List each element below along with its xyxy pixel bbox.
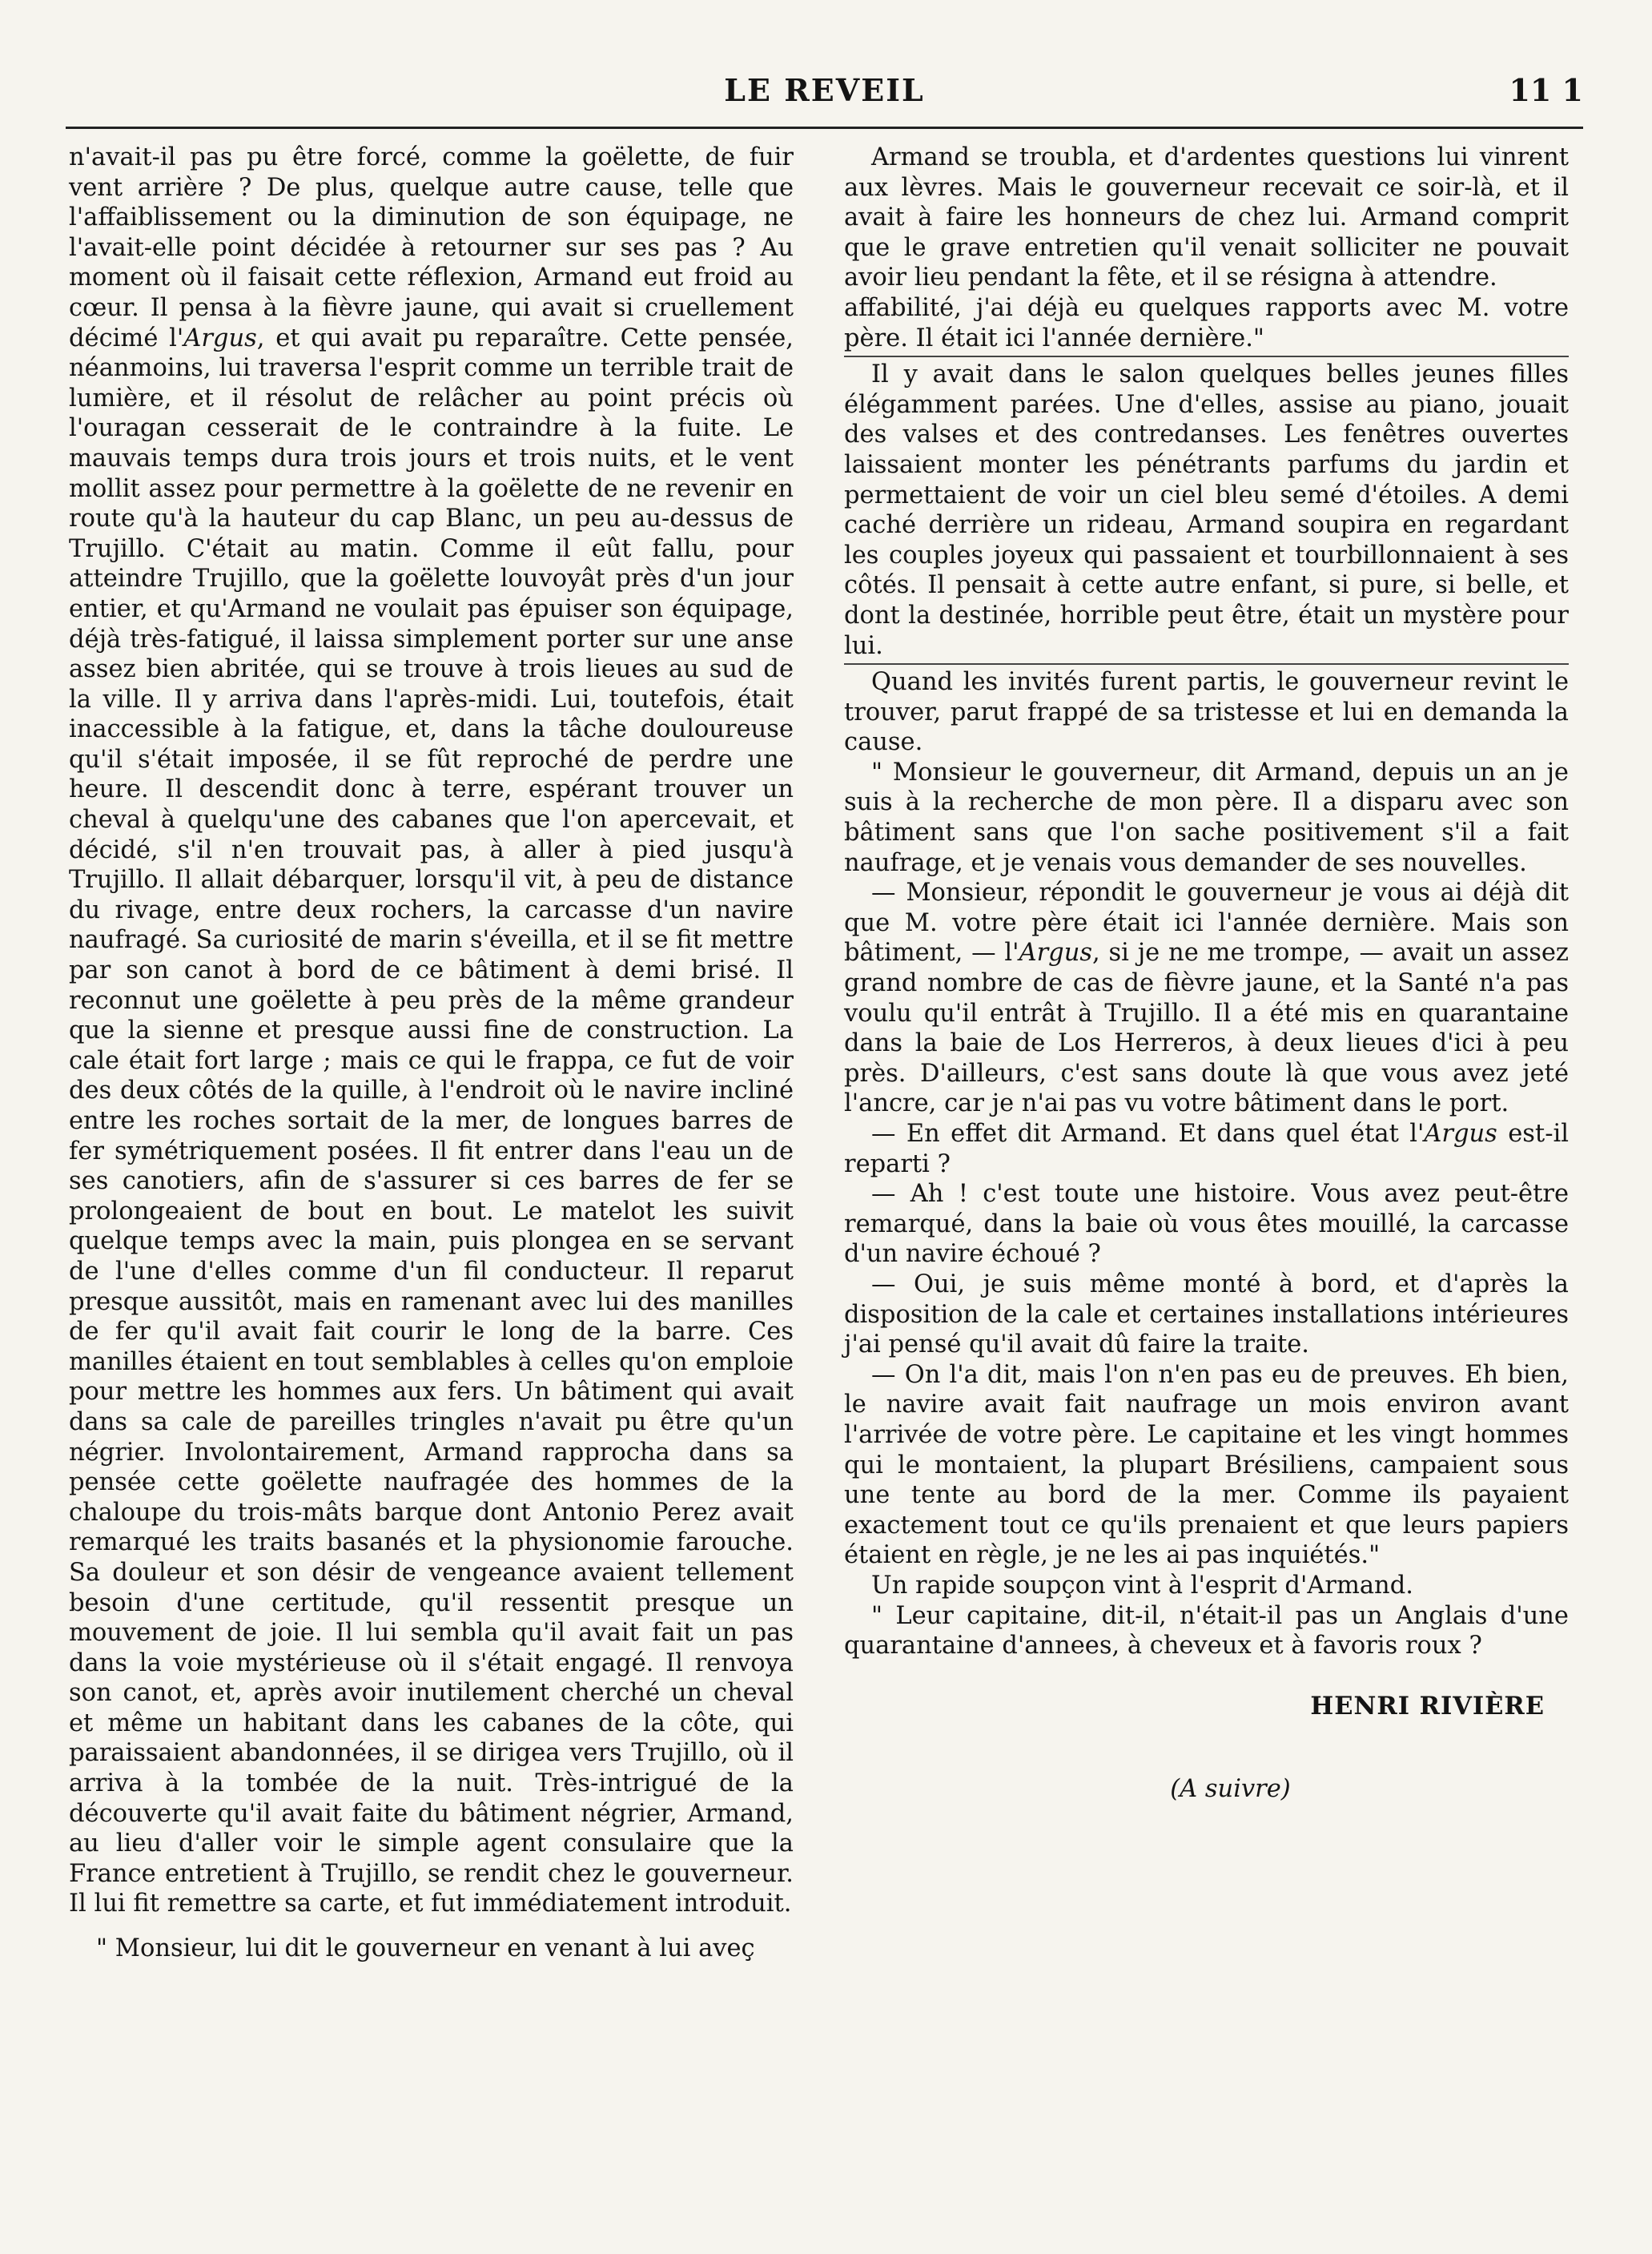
dialogue-text: est-il reparti ?: [844, 1120, 1570, 1178]
paragraph-separator: [844, 356, 1569, 357]
left-paragraph-1: [69, 143, 794, 1919]
right-paragraph-2: affabilité, j'ai déjà eu quelques rapports avec M. votre père. Il était ici l'année dernière.": [844, 293, 1569, 352]
right-paragraph-10: — On l'a dit, mais l'on n'en pas eu de preuves. Eh bien, le navire avait fait naufrage un mois environ avant l'arrivée de votre père. Le capitaine et les vingt hommes qui le montaient, la plupart Brésiliens, campaient sous une tente au bord de la mer. Comme ils payaient exactement tout ce qu'ils prenaient et que leurs papiers étaient en règle, je ne les ai pas inquiétés.": [844, 1360, 1569, 1570]
author-signature: HENRI RIVIÈRE: [1310, 1691, 1545, 1721]
left-column: [69, 143, 794, 1964]
right-paragraph-4: Quand les invités furent partis, le gouverneur revint le trouver, parut frappé de sa tristesse et lui en demanda la cause.: [844, 668, 1569, 757]
right-column: [844, 143, 1569, 1805]
dialogue-text: — Monsieur, répondit le gouverneur je vous ai déjà dit que M. votre père était ici l'année dernière. Mais son bâtiment, — l': [844, 879, 1569, 968]
left-text-b: , et qui avait pu reparaître. Cette pensée, néanmoins, lui traversa l'esprit comme un terrible trait de lumière, et il résolut de relâcher au point précis où l'ouragan cesserait de le contraindre à la fuite. Le mauvais temps dura trois jours et trois nuits, et le vent mollit assez pour permettre à la goëlette de ne revenir en route qu'à la hauteur du cap Blanc, un peu au-dessus de Trujillo. C'était au matin. Comme il eût fallu, pour atteindre Trujillo, que la goëlette louvoyât près d'un jour entier, et qu'Armand ne voulait pas épuiser son équipage, déjà très-fatigué, il laissa simplement porter sur une anse assez bien abritée, qui se trouve à trois lieues au sud de la ville. Il y arriva dans l'après-midi. Lui, toutefois, était inaccessible à la fatigue, et, dans la tâche douloureuse qu'il s'était imposée, il se fût reproché de perdre une heure. Il descendit donc à terre, espérant trouver un cheval à quelqu'une des cabanes que l'on apercevait, et décidé, s'il n'en trouvait pas, à aller à pied jusqu'à Trujillo. Il allait débarquer, lorsqu'il vit, à peu de distance du rivage, entre deux rochers, la carcasse d'un navire naufragé. Sa curiosité de marin s'éveilla, et il se fit mettre par son canot à bord de ce bâtiment à demi brisé. Il reconnut une goëlette à peu près de la même grandeur que la sienne et presque aussi fine de construction. La cale était fort large ; mais ce qui le frappa, ce fut de voir des deux côtés de la quille, à l'endroit où le navire incliné entre les roches sortait de la mer, de longues barres de fer symétriquement posées. Il fit entrer dans l'eau un de ses canotiers, afin de s'assurer si ces barres de fer se prolongeaient de bout en bout. Le matelot les suivit quelque temps avec la main, puis plongea en se servant de l'une d'elles comme d'un fil conducteur. Il reparut presque aussitôt, mais en ramenant avec lui des manilles de fer qu'il avait fait courir le long de la barre. Ces manilles étaient en tout semblables à celles qu'on emploie pour mettre les hommes aux fers. Un bâtiment qui avait dans sa cale de pareilles tringles n'avait pu être qu'un négrier. Involontairement, Armand rapprocha dans sa pensée cette goëlette naufragée des hommes de la chaloupe du trois-mâts barque dont Antonio Perez avait remarqué les traits basanés et la physionomie farouche. Sa douleur et son désir de vengeance avaient tellement besoin d'une certitude, qu'il ressentit presque un mouvement de joie. Il lui sembla qu'il avait fait un pas dans la voie mystérieuse où il s'était engagé. Il renvoya son canot, et, après avoir inutilement cherché un cheval et même un habitant dans les cabanes de la côte, qui paraissaient abandonnées, il se dirigea vers Trujillo, où il arriva à la tombée de la nuit. Très-intrigué de la découverte qu'il avait faite du bâtiment négrier, Armand, au lieu d'aller voir le simple agent consulaire que la France entretient à Trujillo, se rendit chez le gouverneur. Il lui fit remettre sa carte, et fut immédiatement introduit.: [69, 324, 794, 1918]
page-header: [66, 67, 1583, 119]
right-paragraph-9: — Oui, je suis même monté à bord, et d'après la disposition de la cale et certaines installations intérieures j'ai pensé qu'il avait dû faire la traite.: [844, 1270, 1569, 1359]
to-be-continued: (A suivre): [1170, 1775, 1291, 1804]
right-paragraph-12: " Leur capitaine, dit-il, n'était-il pas un Anglais d'une quarantaine d'annees, à cheveux et à favoris roux ?: [844, 1601, 1569, 1660]
right-paragraph-5: " Monsieur le gouverneur, dit Armand, depuis un an je suis à la recherche de mon père. Il a disparu avec son bâtiment sans que l'on sache positivement s'il a fait naufrage, et je venais vous demander de ses nouvelles.: [844, 758, 1569, 877]
page-number: 11 1: [1509, 72, 1583, 108]
ship-name-italic: Argus: [1019, 939, 1092, 968]
ship-name-italic: Argus: [183, 324, 257, 352]
dialogue-text: , si je ne me trompe, — avait un assez grand nombre de cas de fièvre jaune, et la Santé n'a pas voulu qu'il entrât à Trujillo. Il a été mis en quarantaine dans la baie de Los Herreros, à deux lieues d'ici à peu près. D'ailleurs, c'est sans doute là que vous avez jeté l'ancre, car je n'ai pas vu votre bâtiment dans le port.: [844, 939, 1569, 1118]
right-paragraph-11: Un rapide soupçon vint à l'esprit d'Armand.: [871, 1571, 1413, 1600]
header-rule: [66, 127, 1583, 129]
paragraph-separator: [844, 663, 1569, 665]
left-text-a: n'avait-il pas pu être forcé, comme la goëlette, de fuir vent arrière ? De plus, quelque autre cause, telle que l'affaiblissement ou la diminution de son équipage, ne l'avait-elle point décidée à retourner sur ses pas ? Au moment où il faisait cette réflexion, Armand eut froid au cœur. Il pensa à la fièvre jaune, qui avait si cruellement décimé l': [69, 143, 794, 352]
right-paragraph-6: [844, 878, 1569, 1119]
right-paragraph-3: Il y avait dans le salon quelques belles jeunes filles élégamment parées. Une d'elles, assise au piano, jouait des valses et des contredanses. Les fenêtres ouvertes laissaient monter les pénétrants parfums du jardin et permettaient de voir un ciel bleu semé d'étoiles. A demi caché derrière un rideau, Armand soupira en regardant les couples joyeux qui passaient et tourbillonnaient à ses côtés. Il pensait à cette autre enfant, si pure, si belle, et dont la destinée, horrible peut être, était un mystère pour lui.: [844, 360, 1569, 660]
right-paragraph-1: Armand se troubla, et d'ardentes questions lui vinrent aux lèvres. Mais le gouverneur recevait ce soir-là, et il avait à faire les honneurs de chez lui. Armand comprit que le grave entretien qu'il venait solliciter ne pouvait avoir lieu pendant la fête, et il se résigna à attendre.: [844, 143, 1569, 292]
right-paragraph-7: [844, 1119, 1569, 1179]
right-paragraph-8: — Ah ! c'est toute une histoire. Vous avez peut-être remarqué, dans la baie où vous êtes mouillé, la carcasse d'un navire échoué ?: [844, 1180, 1569, 1269]
left-paragraph-2: " Monsieur, lui dit le gouverneur en venant à lui aveç: [96, 1934, 755, 1963]
newspaper-title: LE REVEIL: [724, 72, 925, 108]
dialogue-text: — En effet dit Armand. Et dans quel état l': [871, 1120, 1425, 1148]
ship-name-italic: Argus: [1424, 1120, 1497, 1148]
